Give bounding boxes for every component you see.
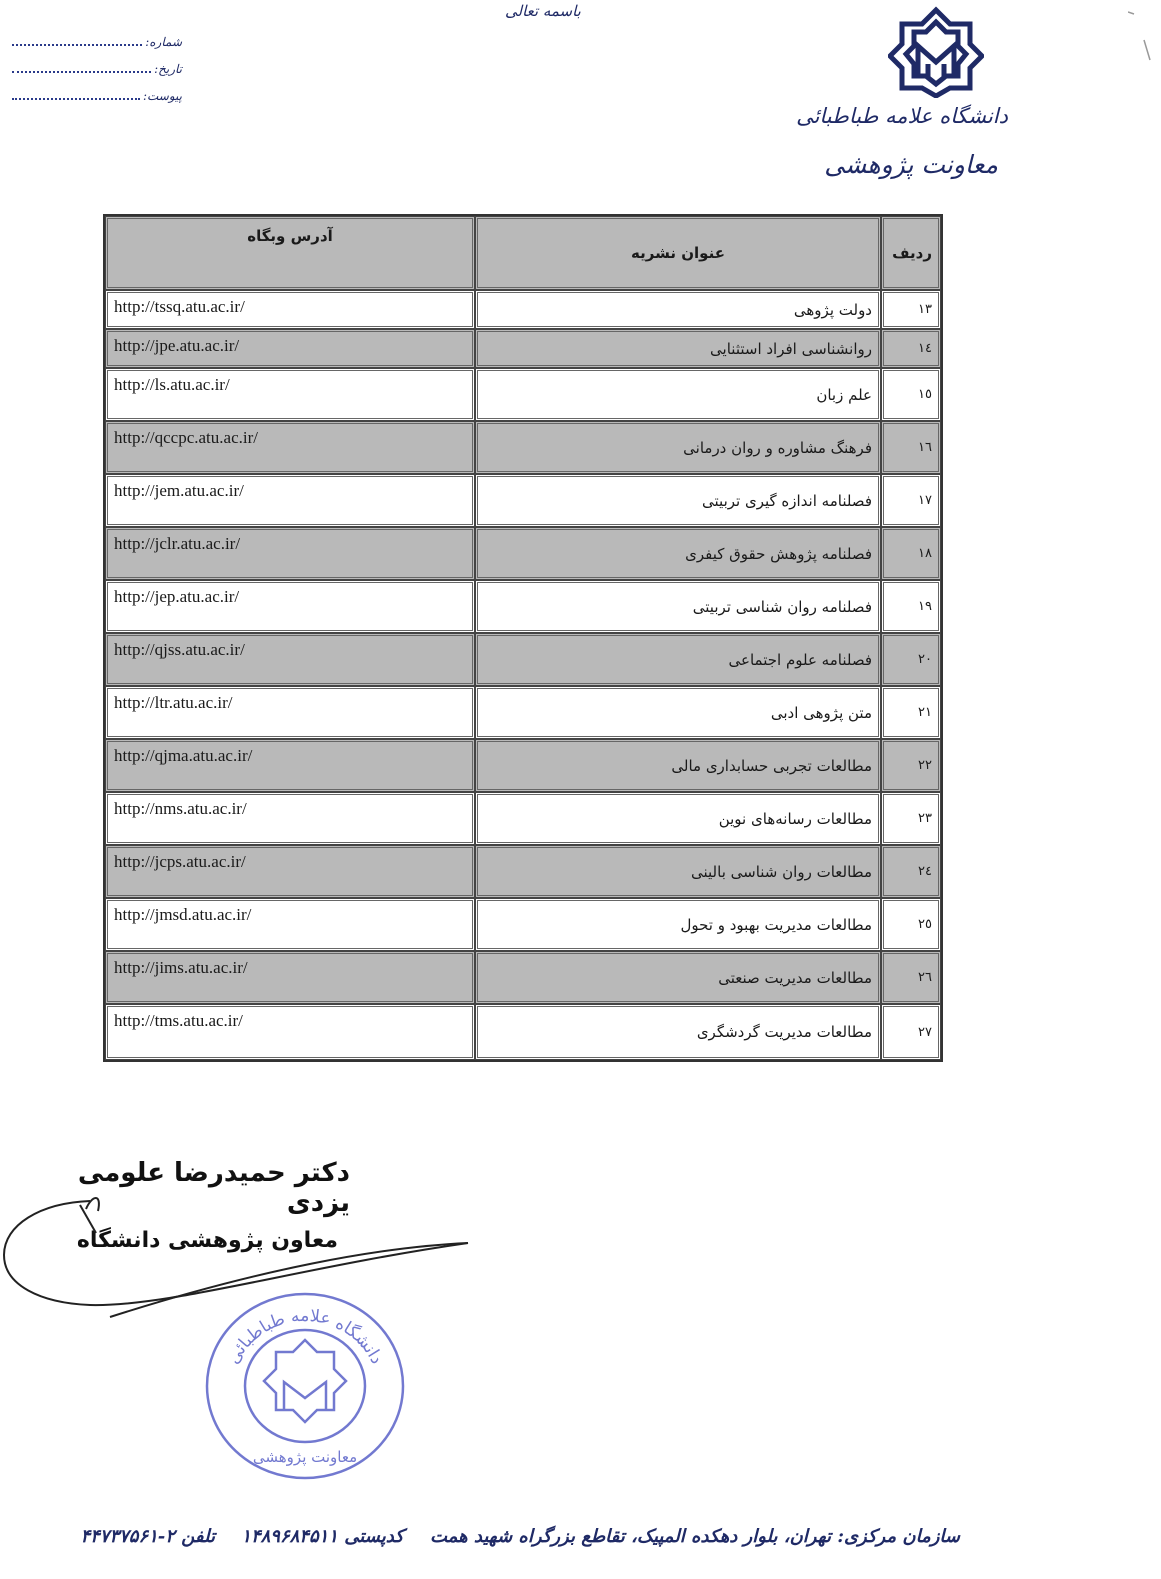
table-row [105, 421, 941, 474]
journal-title: مطالعات مدیریت بهبود و تحول [475, 898, 881, 951]
signatory-name: دکتر حمیدرضا علومی یزدی [77, 1158, 350, 1218]
journal-title: علم زبان [475, 368, 881, 421]
journal-title: فصلنامه روان شناسی تربیتی [475, 580, 881, 633]
meta-attachment-row [12, 86, 182, 113]
journals-table [103, 214, 943, 1062]
meta-date-label: تاریخ: [154, 62, 182, 76]
row-number: ۱٥ [881, 368, 941, 421]
meta-attachment-label: پیوست: [142, 89, 182, 103]
row-number: ۲۱ [881, 686, 941, 739]
table-row [105, 474, 941, 527]
journal-title: فصلنامه اندازه گیری تربیتی [475, 474, 881, 527]
document-meta [12, 32, 182, 113]
meta-number-dots [12, 32, 142, 46]
journal-url-link[interactable]: http://tssq.atu.ac.ir/ [105, 290, 475, 329]
journal-url-link[interactable]: http://jims.atu.ac.ir/ [105, 951, 475, 1004]
row-number: ۲۲ [881, 739, 941, 792]
signatory-role: معاون پژوهشی دانشگاه [76, 1228, 338, 1253]
journal-url-link[interactable]: http://jmsd.atu.ac.ir/ [105, 898, 475, 951]
table-row [105, 329, 941, 368]
journal-title: مطالعات روان شناسی بالینی [475, 845, 881, 898]
journal-url-link[interactable]: http://nms.atu.ac.ir/ [105, 792, 475, 845]
header-row-number: ردیف [881, 216, 941, 290]
row-number: ۲۰ [881, 633, 941, 686]
table-row [105, 739, 941, 792]
header-journal-title: عنوان نشریه [475, 216, 881, 290]
journal-title: مطالعات مدیریت گردشگری [475, 1004, 881, 1060]
official-stamp [200, 1286, 410, 1482]
stamp-text: دانشگاه علامه طباطبائی [223, 1305, 387, 1368]
journal-title: متن پژوهی ادبی [475, 686, 881, 739]
department-name: معاونت پژوهشی [824, 150, 998, 179]
row-number: ۱۳ [881, 290, 941, 329]
table-row [105, 845, 941, 898]
table-row [105, 792, 941, 845]
journal-title: فرهنگ مشاوره و روان درمانی [475, 421, 881, 474]
table-row [105, 951, 941, 1004]
journal-title: مطالعات مدیریت صنعتی [475, 951, 881, 1004]
journal-url-link[interactable]: http://ltr.atu.ac.ir/ [105, 686, 475, 739]
journal-url-link[interactable]: http://qccpc.atu.ac.ir/ [105, 421, 475, 474]
row-number: ۱۷ [881, 474, 941, 527]
footer-address [80, 1526, 960, 1547]
meta-number-label: شماره: [145, 35, 182, 49]
journal-url-link[interactable]: http://tms.atu.ac.ir/ [105, 1004, 475, 1060]
footer-address-line: سازمان مرکزی: تهران، بلوار دهکده المپیک، تقاطع بزرگراه شهید همت [430, 1526, 960, 1547]
row-number: ۲۳ [881, 792, 941, 845]
journal-url-link[interactable]: http://jpe.atu.ac.ir/ [105, 329, 475, 368]
table-row [105, 898, 941, 951]
invocation-text: باسمه تعالی [505, 2, 581, 20]
journal-title: روانشناسی افراد استثنایی [475, 329, 881, 368]
row-number: ۱٦ [881, 421, 941, 474]
row-number: ۲٤ [881, 845, 941, 898]
journal-title: فصلنامه علوم اجتماعی [475, 633, 881, 686]
journal-url-link[interactable]: http://jep.atu.ac.ir/ [105, 580, 475, 633]
university-logo-icon [888, 6, 984, 98]
journal-title: مطالعات رسانه‌های نوین [475, 792, 881, 845]
journal-url-link[interactable]: http://ls.atu.ac.ir/ [105, 368, 475, 421]
footer-phone: تلفن ۲-۴۴۷۳۷۵۶۱ [80, 1526, 215, 1547]
journal-title: فصلنامه پژوهش حقوق کیفری [475, 527, 881, 580]
journal-url-link[interactable]: http://jclr.atu.ac.ir/ [105, 527, 475, 580]
meta-attachment-dots [12, 86, 140, 100]
university-name: دانشگاه علامه طباطبائی [796, 104, 1008, 128]
svg-text:دانشگاه علامه طباطبائی [223, 1306, 386, 1367]
table-row [105, 527, 941, 580]
journal-url-link[interactable]: http://qjma.atu.ac.ir/ [105, 739, 475, 792]
row-number: ۲٥ [881, 898, 941, 951]
row-number: ۱۸ [881, 527, 941, 580]
meta-date-row [12, 59, 182, 86]
meta-number-row [12, 32, 182, 59]
header-website: آدرس وبگاه [105, 216, 475, 290]
table-row [105, 290, 941, 329]
table-row [105, 1004, 941, 1060]
scan-edge-mark [1128, 0, 1161, 70]
journal-url-link[interactable]: http://jcps.atu.ac.ir/ [105, 845, 475, 898]
journal-url-link[interactable]: http://qjss.atu.ac.ir/ [105, 633, 475, 686]
table-row [105, 686, 941, 739]
row-number: ۲٦ [881, 951, 941, 1004]
row-number: ۲۷ [881, 1004, 941, 1060]
meta-date-dots [12, 59, 151, 73]
stamp-subtext: معاونت پژوهشی [252, 1448, 358, 1466]
footer-postal-code: کدپستی ۱۴۸۹۶۸۴۵۱۱ [241, 1526, 404, 1547]
journal-url-link[interactable]: http://jem.atu.ac.ir/ [105, 474, 475, 527]
table-row [105, 580, 941, 633]
journal-title: مطالعات تجربی حسابداری مالی [475, 739, 881, 792]
table-header-row [105, 216, 941, 290]
journal-title: دولت پژوهی [475, 290, 881, 329]
row-number: ۱۹ [881, 580, 941, 633]
row-number: ۱٤ [881, 329, 941, 368]
table-row [105, 633, 941, 686]
table-row [105, 368, 941, 421]
